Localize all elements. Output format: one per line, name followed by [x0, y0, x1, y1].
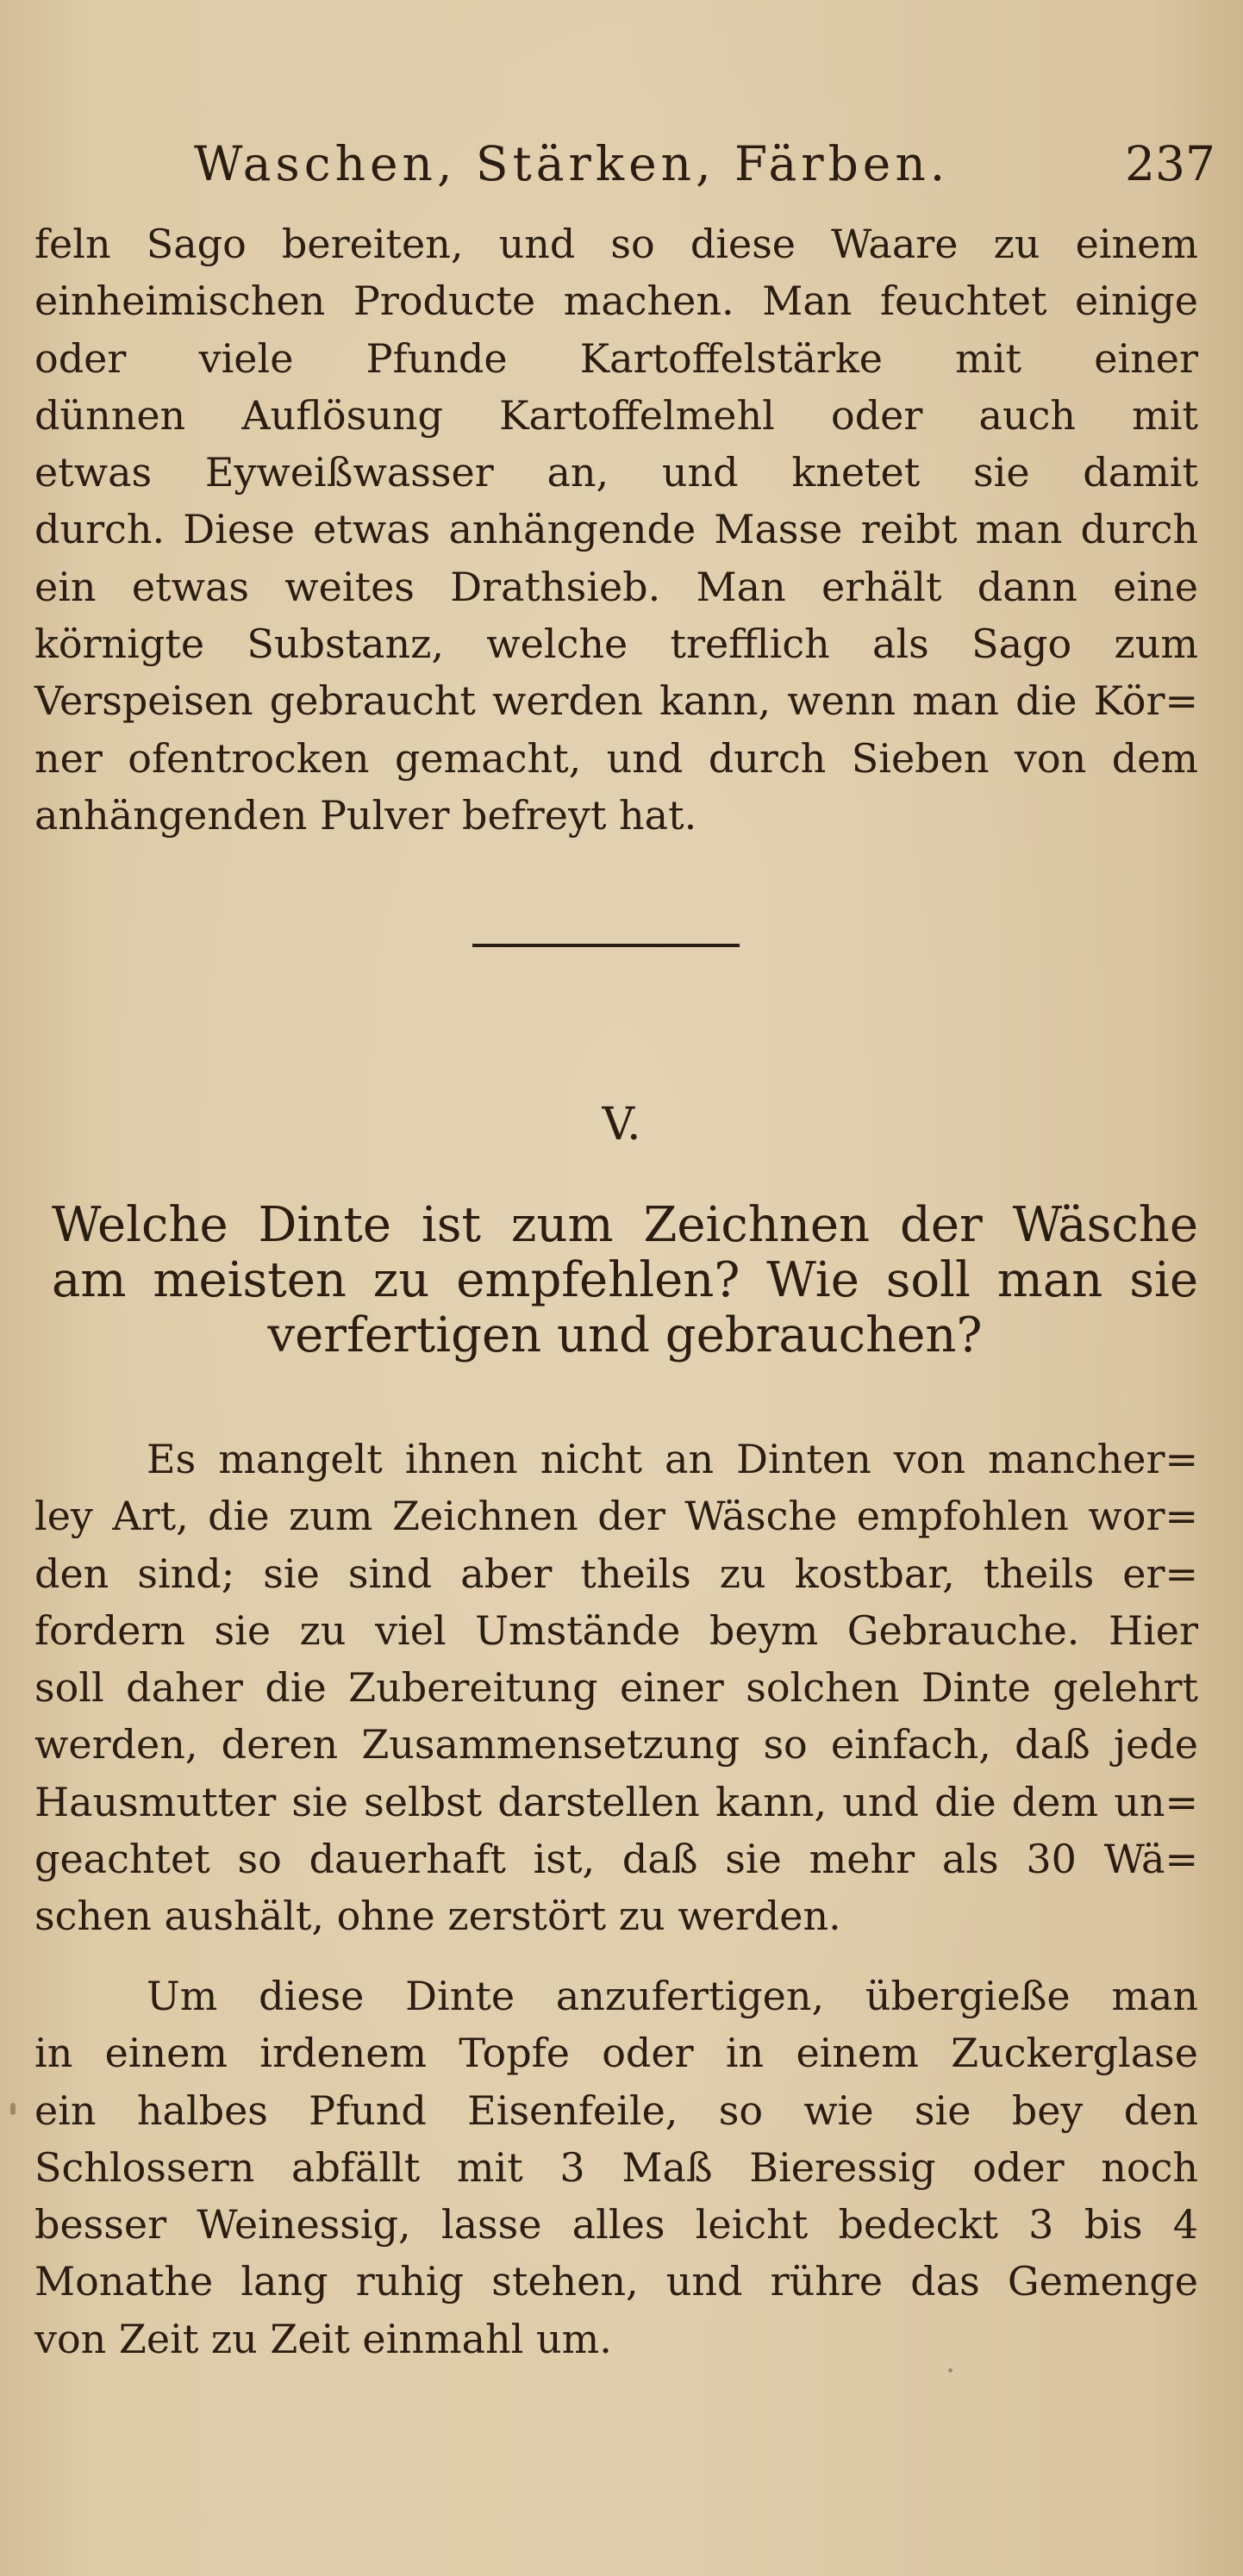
text-line: feln Sago bereiten, und so diese Waare zu einem — [34, 221, 1198, 267]
ink-speck — [948, 2368, 953, 2373]
heading-line: verfertigen und gebrauchen? — [267, 1307, 983, 1363]
text-line: ein etwas weites Drathsieb. Man erhält dann eine — [34, 563, 1198, 610]
text-line: anhängenden Pulver befreyt hat. — [34, 791, 697, 839]
text-line: Um diese Dinte anzufertigen, übergieße man — [147, 1973, 1198, 2019]
text-line: werden, deren Zusammensetzung so einfach, daß jede — [34, 1721, 1198, 1768]
page-number: 237 — [1125, 136, 1215, 191]
text-line: etwas Eyweißwasser an, und knetet sie damit — [34, 449, 1198, 496]
text-line: ner ofentrocken gemacht, und durch Sieben von dem — [34, 734, 1198, 782]
page-header — [185, 134, 1215, 194]
text-line: Monathe lang ruhig stehen, und rühre das Gemenge — [34, 2258, 1198, 2305]
text-line: oder viele Pfunde Kartoffelstärke mit einer — [34, 334, 1198, 382]
paragraph-ink-intro — [34, 1431, 1198, 1945]
text-line: dünnen Auflösung Kartoffelmehl oder auch mit — [34, 391, 1198, 439]
text-line: in einem irdenem Topfe oder in einem Zuckerglase — [34, 2030, 1198, 2077]
heading-line: Welche Dinte ist zum Zeichnen der Wäsche — [52, 1197, 1198, 1253]
text-line: geachtet so dauerhaft ist, daß sie mehr als 30 Wä= — [34, 1836, 1198, 1883]
ink-speck — [10, 2103, 16, 2115]
text-line: Verspeisen gebraucht werden kann, wenn man die Kör= — [34, 677, 1198, 725]
text-line: von Zeit zu Zeit einmahl um. — [34, 2315, 612, 2362]
text-line: ein halbes Pfund Eisenfeile, so wie sie bey den — [34, 2086, 1198, 2134]
text-line: körnigte Substanz, welche trefflich als Sago zum — [34, 621, 1198, 668]
text-line: den sind; sie sind aber theils zu kostbar, theils er= — [34, 1550, 1198, 1597]
paragraph-continuation — [34, 215, 1198, 844]
running-title: Waschen, Stärken, Färben. — [194, 136, 950, 191]
text-line: einheimischen Producte machen. Man feuchtet einige — [34, 278, 1198, 325]
text-line: soll daher die Zubereitung einer solchen Dinte gelehrt — [34, 1664, 1198, 1712]
text-line: schen aushält, ohne zerstört zu werden. — [34, 1893, 841, 1940]
paragraph-ink-recipe — [34, 1968, 1198, 2367]
section-number: V. — [602, 1099, 641, 1151]
text-line: fordern sie zu viel Umstände beym Gebrauche. Hier — [34, 1606, 1198, 1654]
text-line: Schlossern abfällt mit 3 Maß Bieressig oder noch — [34, 2143, 1198, 2191]
section-divider — [472, 944, 740, 947]
text-line: besser Weinessig, lasse alles leicht bedeckt 3 bis 4 — [34, 2201, 1198, 2249]
heading-line: am meisten zu empfehlen? Wie soll man sie — [52, 1252, 1198, 1308]
section-heading — [52, 1198, 1198, 1363]
text-line: Es mangelt ihnen nicht an Dinten von mancher= — [147, 1436, 1198, 1482]
text-line: durch. Diese etwas anhängende Masse reibt man durch — [34, 506, 1198, 553]
text-line: ley Art, die zum Zeichnen der Wäsche empfohlen wor= — [34, 1493, 1198, 1540]
text-line: Hausmutter sie selbst darstellen kann, und die dem un= — [34, 1778, 1198, 1825]
